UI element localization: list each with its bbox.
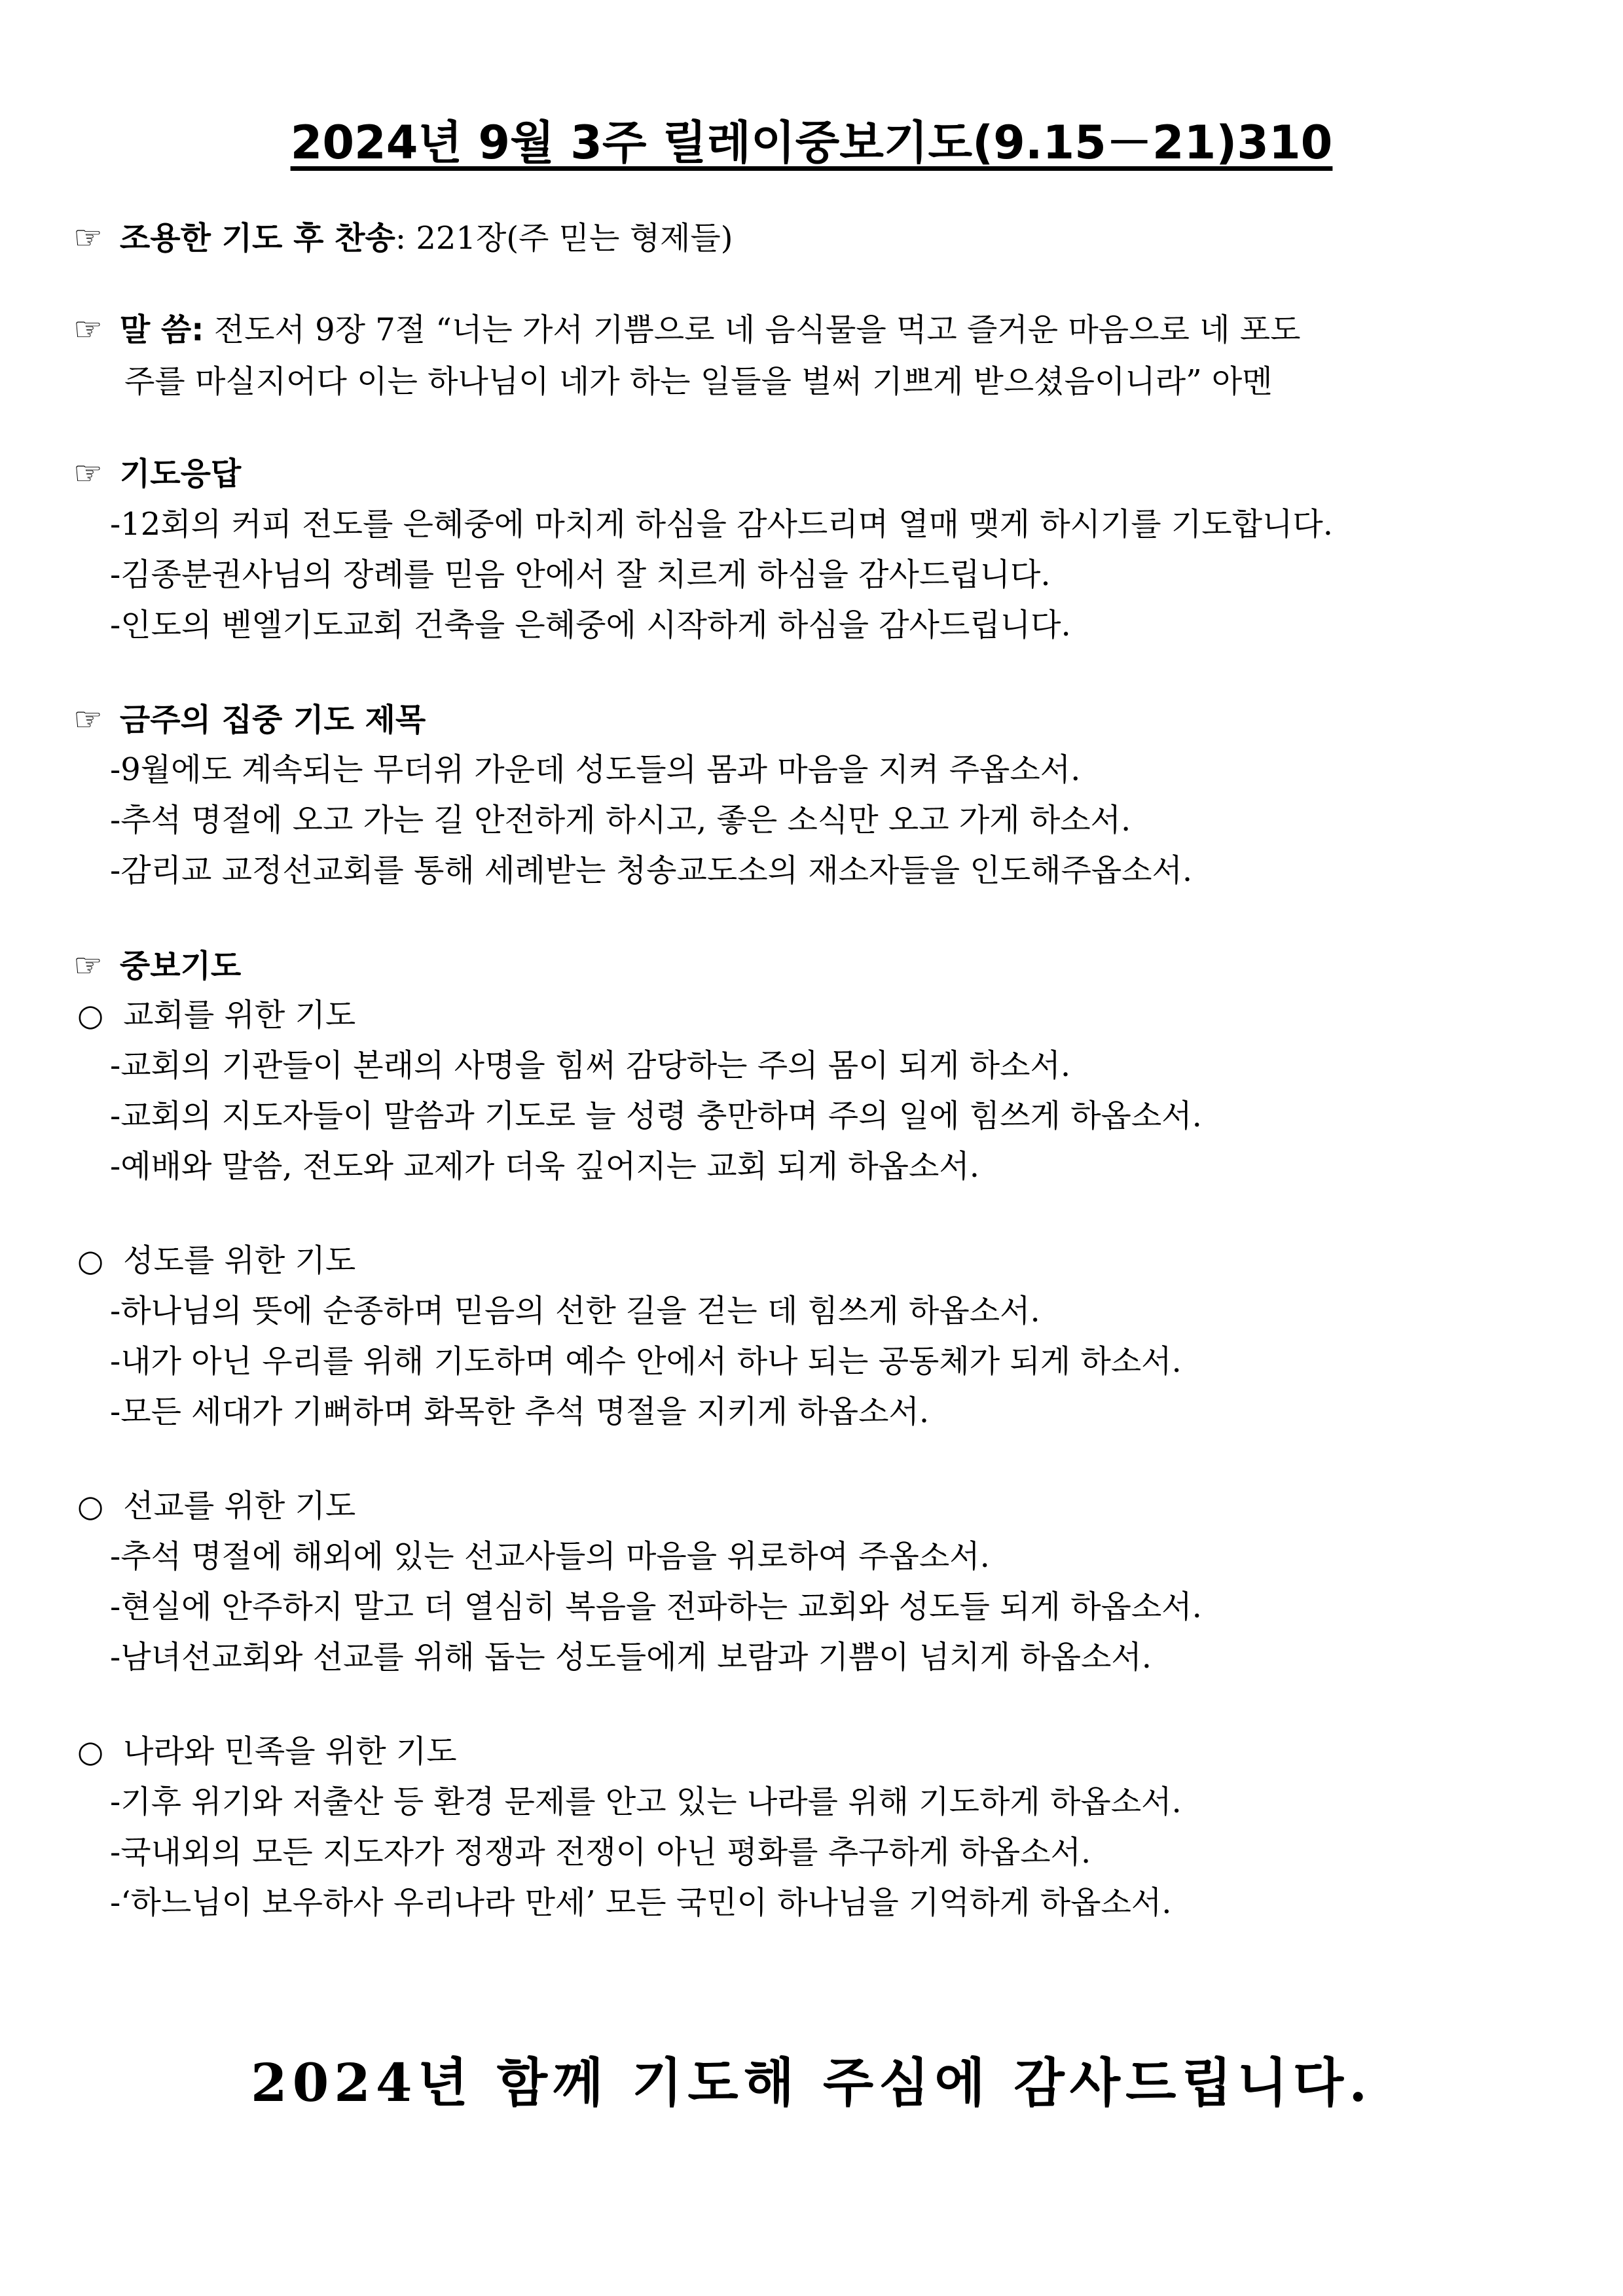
word-line-2: 주를 마실지어다 이는 하나님이 네가 하는 일들을 벌써 기쁘게 받으셨음이니라” 아멘 bbox=[124, 363, 1273, 400]
pointing-hand-icon: ☞ bbox=[73, 946, 103, 984]
group-item: -모든 세대가 기뻐하며 화목한 추석 명절을 지키게 하옵소서. bbox=[110, 1393, 930, 1430]
group-item: -현실에 안주하지 말고 더 열심히 복음을 전파하는 교회와 성도들 되게 하옵소서. bbox=[110, 1588, 1202, 1625]
group-title-nation: ○ 나라와 민족을 위한 기도 bbox=[77, 1733, 457, 1770]
answer-item: -12회의 커피 전도를 은혜중에 마치게 하심을 감사드리며 열매 맺게 하시기를 기도합니다. bbox=[110, 506, 1334, 543]
group-item: -예배와 말씀, 전도와 교제가 더욱 깊어지는 교회 되게 하옵소서. bbox=[110, 1148, 979, 1185]
word-line-1 bbox=[73, 308, 1301, 351]
pointing-hand-icon: ☞ bbox=[73, 219, 103, 257]
circle-bullet-icon: ○ bbox=[77, 1243, 104, 1278]
pointing-hand-icon: ☞ bbox=[73, 454, 103, 492]
group-item: -하나님의 뜻에 순종하며 믿음의 선한 길을 걷는 데 힘쓰게 하옵소서. bbox=[110, 1293, 1040, 1329]
group-item: -국내외의 모든 지도자가 정쟁과 전쟁이 아닌 평화를 추구하게 하옵소서. bbox=[110, 1834, 1091, 1871]
group-item: -내가 아닌 우리를 위해 기도하며 예수 안에서 하나 되는 공동체가 되게 하소서. bbox=[110, 1343, 1182, 1380]
focus-item: -감리교 교정선교회를 통해 세례받는 청송교도소의 재소자들을 인도해주옵소서. bbox=[110, 852, 1193, 889]
answer-item: -김종분권사님의 장례를 믿음 안에서 잘 치르게 하심을 감사드립니다. bbox=[110, 556, 1051, 593]
pointing-hand-icon: ☞ bbox=[73, 310, 103, 348]
circle-bullet-icon: ○ bbox=[77, 1734, 104, 1769]
group-item: -교회의 기관들이 본래의 사명을 힘써 감당하는 주의 몸이 되게 하소서. bbox=[110, 1047, 1071, 1084]
closing-message: 2024년 함께 기도해 주심에 감사드립니다. bbox=[250, 2052, 1373, 2113]
group-item: -기후 위기와 저출산 등 환경 문제를 안고 있는 나라를 위해 기도하게 하옵소서. bbox=[110, 1784, 1182, 1820]
group-item: -‘하느님이 보우하사 우리나라 만세’ 모든 국민이 하나님을 기억하게 하옵소서. bbox=[110, 1884, 1172, 1921]
hymn-label: 조용한 기도 후 찬송 bbox=[119, 220, 395, 257]
intercession-heading: ☞ 중보기도 bbox=[73, 946, 242, 984]
hymn-line bbox=[73, 216, 733, 260]
circle-bullet-icon: ○ bbox=[77, 1488, 104, 1524]
focus-item: -9월에도 계속되는 무더위 가운데 성도들의 몸과 마음을 지켜 주옵소서. bbox=[110, 751, 1081, 788]
group-title-mission: ○ 선교를 위한 기도 bbox=[77, 1488, 356, 1524]
hymn-text: : 221장(주 믿는 형제들) bbox=[395, 220, 733, 257]
group-title-saints: ○ 성도를 위한 기도 bbox=[77, 1242, 356, 1279]
answer-item: -인도의 벧엘기도교회 건축을 은혜중에 시작하게 하심을 감사드립니다. bbox=[110, 607, 1071, 643]
page-title: 2024년 9월 3주 릴레이중보기도(9.15－21)310 bbox=[290, 116, 1333, 170]
word-text-1: 전도서 9장 7절 “너는 가서 기쁨으로 네 음식물을 먹고 즐거운 마음으로 네 포도 bbox=[204, 312, 1301, 348]
focus-item: -추석 명절에 오고 가는 길 안전하게 하시고, 좋은 소식만 오고 가게 하소서. bbox=[110, 802, 1131, 838]
circle-bullet-icon: ○ bbox=[77, 997, 104, 1033]
group-item: -추석 명절에 해외에 있는 선교사들의 마음을 위로하여 주옵소서. bbox=[110, 1538, 990, 1575]
group-title-church: ○ 교회를 위한 기도 bbox=[77, 997, 356, 1033]
pointing-hand-icon: ☞ bbox=[73, 700, 103, 738]
word-label: 말 씀: bbox=[119, 312, 204, 348]
answers-heading: ☞ 기도응답 bbox=[73, 454, 242, 492]
focus-heading: ☞ 금주의 집중 기도 제목 bbox=[73, 700, 426, 738]
group-item: -교회의 지도자들이 말씀과 기도로 늘 성령 충만하며 주의 일에 힘쓰게 하옵소서. bbox=[110, 1098, 1202, 1134]
group-item: -남녀선교회와 선교를 위해 돕는 성도들에게 보람과 기쁨이 넘치게 하옵소서. bbox=[110, 1639, 1152, 1676]
